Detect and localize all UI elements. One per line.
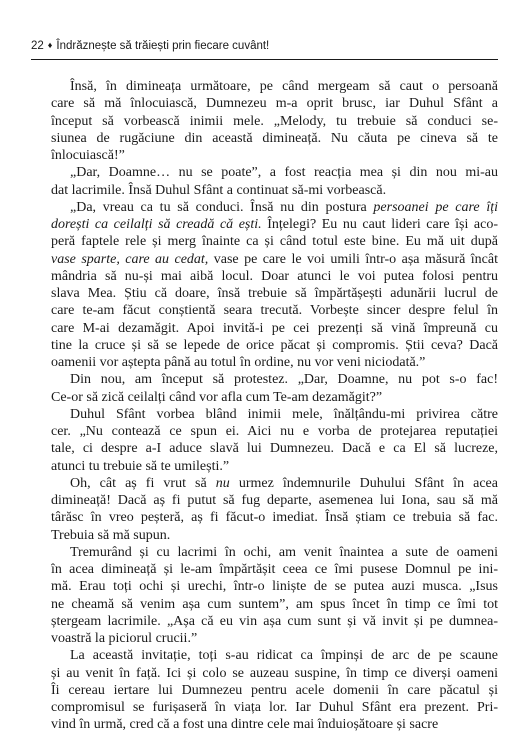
text-line: compromisul se furișaseră în viața lor. Iar Duhul Sfânt era prezent. Pri- bbox=[51, 700, 498, 715]
text-line: mă. Erau toți ochi și urechi, într-o liniște de se putea auzi musca. „Isus bbox=[51, 579, 498, 595]
text-line: vind în urmă, cred că a fost una dintre cele mai înduioșătoare și sacre bbox=[51, 717, 439, 733]
text-line: atunci tu trebuie să te umilești.” bbox=[51, 458, 230, 474]
text-line: și au venit în față. Ici și colo se auzeau suspine, în timp ce diverși oameni bbox=[51, 665, 498, 681]
text-line: care M-ai dezamăgit. Apoi invită-i pe cei prezenți să vină împreună cu bbox=[51, 320, 498, 336]
emphasis: vase sparte, care au cedat, bbox=[51, 251, 209, 267]
text-line: Tremurând și cu lacrimi în ochi, am venit înaintea a sute de oameni bbox=[70, 544, 498, 560]
text-line: înlocuiască!” bbox=[51, 148, 125, 163]
emphasis: dorești ca ceilalți să creadă că ești. bbox=[51, 217, 262, 232]
emphasis: persoanei pe care îți bbox=[373, 199, 498, 215]
text-line: Ce-or să zică ceilalți când vor afla cum Te-am dezamăgit?” bbox=[51, 389, 383, 405]
text-line: Trebuia să mă supun. bbox=[51, 527, 171, 543]
paragraph bbox=[51, 647, 498, 733]
text-line: cer. „Nu contează ce spun ei. Aici nu e vorba de protejarea reputației bbox=[51, 424, 498, 439]
text-line: tale, ci despre a-I aduce slavă lui Dumnezeu. Dacă e ca El să lucreze, bbox=[51, 441, 498, 457]
text-line: siunea de rugăciune din această dimineață. Nu căuta pe cineva să te bbox=[51, 130, 498, 146]
text-line: Duhul Sfânt vorbea blând inimii mele, înălțându-mi privirea către bbox=[70, 406, 498, 422]
paragraph bbox=[51, 78, 498, 164]
paragraph bbox=[51, 544, 498, 648]
text-line: Îi cereau iertare lui Dumnezeu pentru acele domenii în care păcatul și bbox=[51, 682, 498, 698]
text-line: Însă, în dimineața următoare, pe când mergeam să caut o persoană bbox=[70, 79, 498, 94]
text-line: târăsc în vreo peșteră, aș fi făcut-o imediat. Însă știam ce trebuia să fac. bbox=[51, 510, 498, 526]
text-line: început să vorbească inimii mele. „Melody, tu trebuie să conduci se- bbox=[51, 113, 498, 129]
text-line: în acea dimineață și le-am împărtășit ceea ce îmi pusese Domnul pe ini- bbox=[51, 562, 498, 577]
text-line: vase sparte, care au cedat, vase pe care le voi umili într-o așa măsură încât bbox=[51, 251, 498, 267]
page-number: 22 bbox=[31, 40, 44, 52]
diamond-separator-icon: ♦ bbox=[47, 40, 53, 50]
emphasis: nu bbox=[215, 475, 230, 491]
book-title: Îndrăznește să trăiești prin fiecare cuvânt! bbox=[56, 40, 270, 52]
text-line: mândria să nu-și mai aibă locul. Doar atunci le voi putea folosi pentru bbox=[51, 268, 498, 284]
text-line: care te-am făcut conștientă seara trecută. Vorbește sincer despre felul în bbox=[51, 303, 498, 319]
text-line: ne cheamă să venim așa cum suntem”, am spus încet în timp ce îmi tot bbox=[51, 596, 498, 612]
text-line: tine la cruce și să se lepede de orice păcat și compromis. Știi ceva? Dacă bbox=[51, 337, 498, 353]
text-line: dorești ca ceilalți să creadă că ești. Înțelegi? Eu nu caut lideri care își aco- bbox=[51, 217, 498, 232]
paragraph bbox=[51, 199, 498, 372]
text-line: Din nou, am început să protestez. „Dar, Doamne, nu pot s-o fac! bbox=[70, 372, 498, 388]
paragraph bbox=[51, 371, 498, 406]
paragraph bbox=[51, 406, 498, 475]
text-line: „Da, vreau ca tu să conduci. Însă nu din postura persoanei pe care îți bbox=[70, 199, 498, 215]
paragraph bbox=[51, 475, 498, 544]
text-line: dat lacrimile. Însă Duhul Sfânt a continuat să-mi vorbească. bbox=[51, 182, 387, 198]
text-line: peră faptele rele și merg înainte ca și când totul este bine. Eu mă uit după bbox=[51, 234, 498, 250]
text-line: „Dar, Doamne… nu se poate”, a fost reacția mea și din nou mi-au bbox=[70, 165, 498, 181]
text-line: La această invitație, toți s-au ridicat ca împinși de arc de pe scaune bbox=[70, 648, 498, 664]
header-rule bbox=[31, 59, 498, 60]
text-line: care să mă înlocuiască, Dumnezeu m-a oprit brusc, iar Duhul Sfânt a bbox=[51, 96, 498, 112]
text-line: oamenii vor aștepta până au totul în ordine, nu vor veni niciodată.” bbox=[51, 355, 426, 370]
text-line: Oh, cât aș fi vrut să nu urmez îndemnurile Duhului Sfânt în acea bbox=[70, 475, 498, 491]
text-line: ștergeam lacrimile. „Așa că eu vin așa cum sunt și vă invit și pe dumnea- bbox=[51, 613, 498, 629]
text-line: slava Mea. Știu că doare, însă trebuie să împărtășești adunării lucrul de bbox=[51, 286, 498, 301]
paragraph bbox=[51, 164, 498, 199]
text-line: voastră la piciorul crucii.” bbox=[51, 631, 198, 646]
running-header bbox=[31, 40, 269, 52]
text-line: dimineață! Dacă aș fi putut să fug departe, asemenea lui Iona, sau să mă bbox=[51, 493, 498, 508]
body-text bbox=[51, 78, 498, 734]
